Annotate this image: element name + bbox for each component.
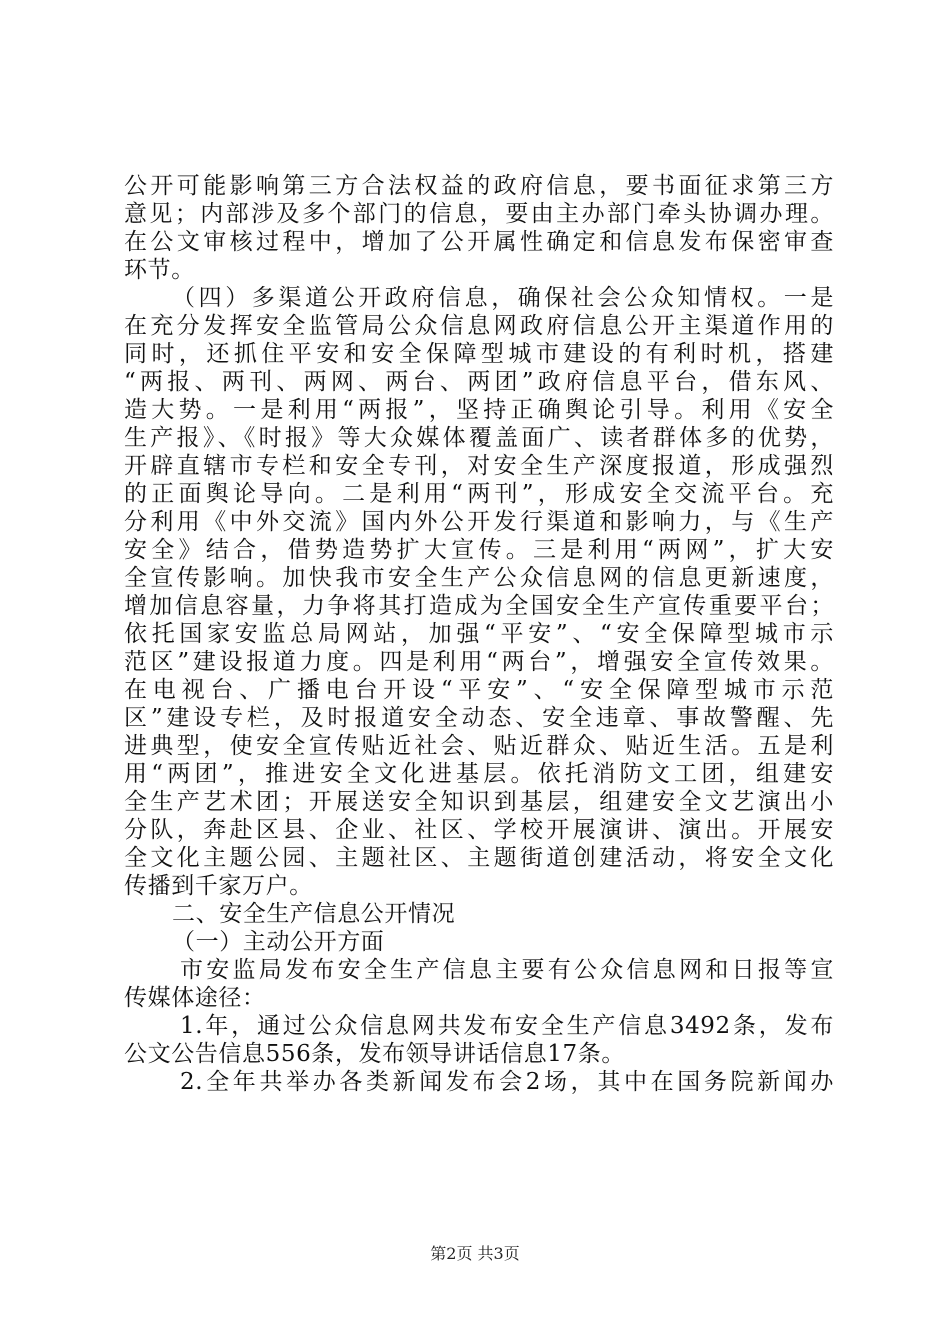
list-item: 1.年，通过公众信息网共发布安全生产信息3492条，发布	[180, 1013, 834, 1039]
text-line: 传媒体途径：	[124, 985, 266, 1011]
text-line: 环节。	[124, 257, 195, 283]
text-line: 在电视台、广播电台开设“平安”、“安全保障型城市示范	[124, 677, 834, 703]
text-line: 区”建设专栏，及时报道安全动态、安全违章、事故警醒、先	[124, 705, 834, 731]
text-line: 依托国家安监总局网站，加强“平安”、“安全保障型城市示	[124, 621, 834, 647]
text-line: 安全》结合，借势造势扩大宣传。三是利用“两网”，扩大安	[124, 537, 834, 563]
text-line: 造大势。一是利用“两报”，坚持正确舆论引导。利用《安全	[124, 397, 834, 423]
text-line: 生产报》、《时报》等大众媒体覆盖面广、读者群体多的优势，	[124, 425, 834, 451]
text-line: 的正面舆论导向。二是利用“两刊”，形成安全交流平台。充	[124, 481, 834, 507]
text-line: 用“两团”，推进安全文化进基层。依托消防文工团，组建安	[124, 761, 834, 787]
text-line: 同时，还抓住平安和安全保障型城市建设的有利时机，搭建	[124, 341, 834, 367]
text-line: 公文公告信息556条，发布领导讲话信息17条。	[124, 1041, 625, 1067]
list-item: 2.全年共举办各类新闻发布会2场，其中在国务院新闻办	[180, 1069, 834, 1095]
text-line: 意见；内部涉及多个部门的信息，要由主办部门牵头协调办理。	[124, 201, 834, 227]
text-line: 市安监局发布安全生产信息主要有公众信息网和日报等宣	[180, 957, 834, 983]
text-line: 范区”建设报道力度。四是利用“两台”，增强安全宣传效果。	[124, 649, 834, 675]
body-text	[124, 172, 834, 1096]
text-line: 在公文审核过程中，增加了公开属性确定和信息发布保密审查	[124, 229, 834, 255]
text-line: 全宣传影响。加快我市安全生产公众信息网的信息更新速度，	[124, 565, 834, 591]
text-line: 在充分发挥安全监管局公众信息网政府信息公开主渠道作用的	[124, 313, 834, 339]
text-line: “两报、两刊、两网、两台、两团”政府信息平台，借东风、	[124, 369, 834, 395]
section-heading: 二、安全生产信息公开情况	[172, 901, 456, 927]
text-line: 传播到千家万户。	[124, 873, 313, 899]
text-line: 进典型，使安全宣传贴近社会、贴近群众、贴近生活。五是利	[124, 733, 834, 759]
text-line: 全生产艺术团；开展送安全知识到基层，组建安全文艺演出小	[124, 789, 834, 815]
text-line: 分利用《中外交流》国内外公开发行渠道和影响力，与《生产	[124, 509, 834, 535]
text-line: 增加信息容量，力争将其打造成为全国安全生产宣传重要平台；	[124, 593, 834, 619]
text-line: 全文化主题公园、主题社区、主题街道创建活动，将安全文化	[124, 845, 834, 871]
text-line: 开辟直辖市专栏和安全专刊，对安全生产深度报道，形成强烈	[124, 453, 834, 479]
text-line: 公开可能影响第三方合法权益的政府信息，要书面征求第三方	[124, 173, 834, 199]
subsection-heading: （一）主动公开方面	[172, 929, 385, 955]
text-line: （四）多渠道公开政府信息，确保社会公众知情权。一是	[172, 285, 834, 311]
text-line: 分队，奔赴区县、企业、社区、学校开展演讲、演出。开展安	[124, 817, 834, 843]
page-number-footer: 第2页 共3页	[430, 1244, 520, 1263]
